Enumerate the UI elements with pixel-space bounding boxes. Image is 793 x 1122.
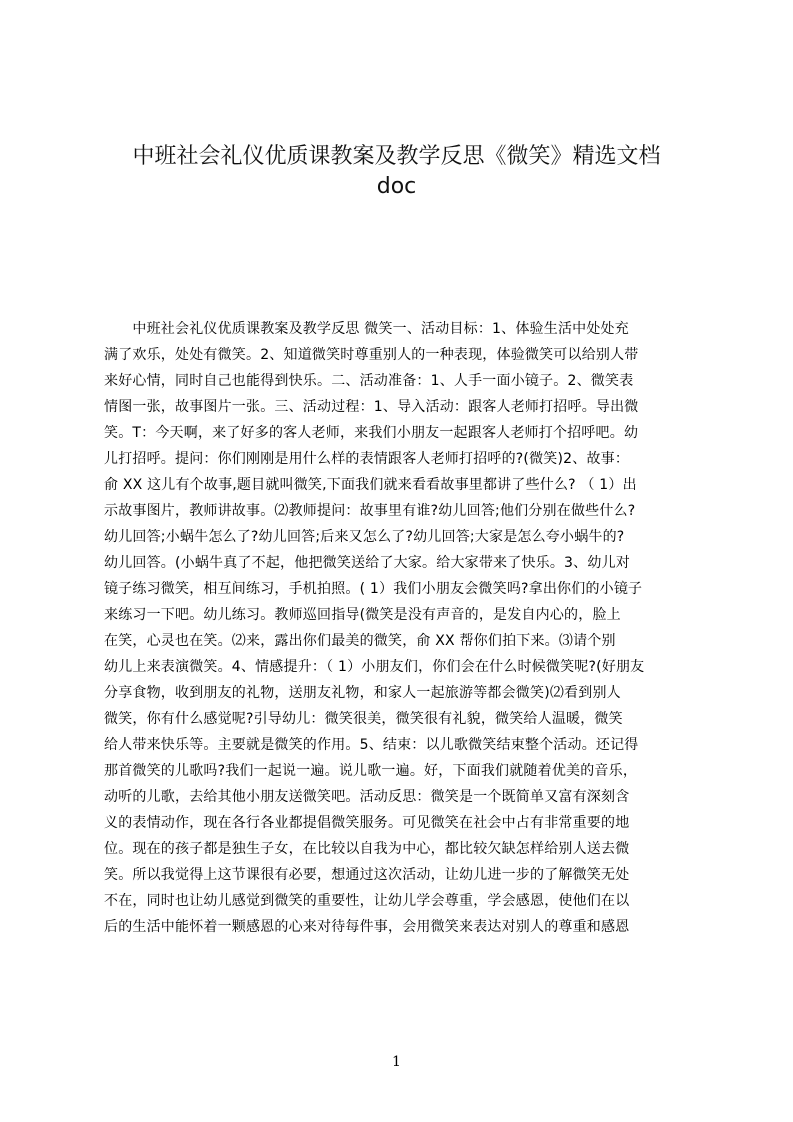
body-line: 笑。所以我觉得上这节课很有必要，想通过这次活动，让幼儿进一步的了解微笑无处 <box>104 867 630 883</box>
body-line: 不在，同时也让幼儿感觉到微笑的重要性，让幼儿学会尊重，学会感恩，使他们在以 <box>104 893 630 909</box>
body-line: 动听的儿歌，去给其他小朋友送微笑吧。活动反思：微笑是一个既简单又富有深刻含 <box>104 789 630 805</box>
body-line: 示故事图片，教师讲故事。⑵教师提问：故事里有谁?幼儿回答;他们分别在做些什么? <box>104 503 636 519</box>
body-line: 中班社会礼仪优质课教案及教学反思 微笑一、活动目标：1、体验生活中处处充 <box>104 321 629 337</box>
body-line: 分享食物，收到朋友的礼物，送朋友礼物，和家人一起旅游等都会微笑)⑵看到别人 <box>104 685 621 701</box>
body-line: 后的生活中能怀着一颗感恩的心来对待每件事，会用微笑来表达对别人的尊重和感恩 <box>104 919 630 935</box>
body-line: 儿打招呼。提问：你们刚刚是用什么样的表情跟客人老师打招呼的?(微笑)2、故事： <box>104 451 630 467</box>
body-line: 义的表情动作，现在各行各业都提倡微笑服务。可见微笑在社会中占有非常重要的地 <box>104 815 630 831</box>
body-line: 微笑，你有什么感觉呢?引导幼儿：微笑很美，微笑很有礼貌，微笑给人温暖，微笑 <box>104 711 623 727</box>
body-line: 镜子练习微笑，相互间练习，手机拍照。( 1）我们小朋友会微笑吗?拿出你们的小镜子 <box>104 581 643 597</box>
document-title <box>40 142 753 202</box>
body-line: 满了欢乐，处处有微笑。2、知道微笑时尊重别人的一种表现，体验微笑可以给别人带 <box>104 347 639 363</box>
body-line: 位。现在的孩子都是独生子女，在比较以自我为中心，都比较欠缺怎样给别人送去微 <box>104 841 630 857</box>
title-line-2: doc <box>376 174 417 199</box>
body-paragraph <box>104 316 700 956</box>
body-line: 给人带来快乐等。主要就是微笑的作用。5、结束：以儿歌微笑结束整个活动。还记得 <box>104 737 639 753</box>
body-line: 来好心情，同时自己也能得到快乐。二、活动准备：1、人手一面小镜子。2、微笑表 <box>104 373 634 389</box>
body-line: 幼儿回答。(小蜗牛真了不起，他把微笑送给了大家。给大家带来了快乐。3、幼儿对 <box>104 555 630 571</box>
title-line-1: 中班社会礼仪优质课教案及教学反思《微笑》精选文档 <box>132 144 661 169</box>
body-line: 幼儿上来表演微笑。4、情感提升：（ 1）小朋友们，你们会在什么时候微笑呢?(好朋友 <box>104 659 645 675</box>
body-line: 幼儿回答;小蜗牛怎么了?幼儿回答;后来又怎么了?幼儿回答;大家是怎么夸小蜗牛的? <box>104 529 625 545</box>
body-line: 俞 XX 这儿有个故事,题目就叫微笑,下面我们就来看看故事里都讲了些什么? （ 1）出 <box>104 477 637 493</box>
page-number: 1 <box>392 1054 401 1070</box>
body-line: 情图一张，故事图片一张。三、活动过程：1、导入活动：跟客人老师打招呼。导出微 <box>104 399 639 415</box>
body-line: 那首微笑的儿歌吗?我们一起说一遍。说儿歌一遍。好，下面我们就随着优美的音乐， <box>104 763 638 779</box>
body-line: 来练习一下吧。幼儿练习。教师巡回指导(微笑是没有声音的，是发自内心的，脸上 <box>104 607 621 623</box>
body-line: 笑。T：今天啊，来了好多的客人老师，来我们小朋友一起跟客人老师打个招呼吧。幼 <box>104 425 639 441</box>
body-line: 在笑，心灵也在笑。⑵来，露出你们最美的微笑，俞 XX 帮你们拍下来。⑶请个别 <box>104 633 616 649</box>
